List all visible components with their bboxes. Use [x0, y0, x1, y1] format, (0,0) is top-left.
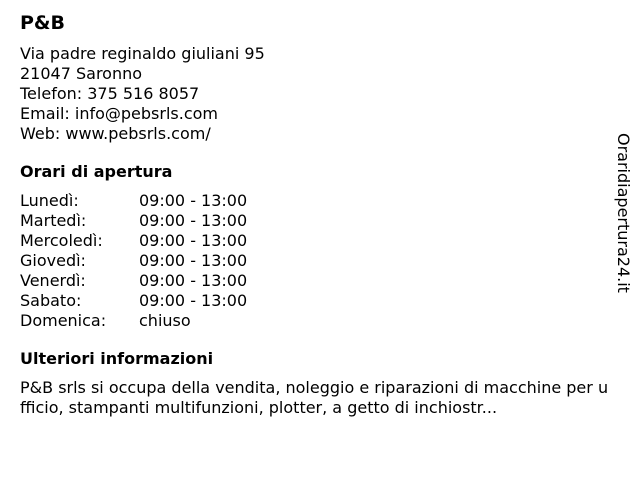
phone-line: Telefon: 375 516 8057	[20, 84, 200, 103]
hours-row-saturday	[20, 291, 610, 311]
hours-time: 09:00 - 13:00	[139, 191, 248, 210]
hours-title: Orari di apertura	[20, 162, 173, 181]
address-line-2: 21047 Saronno	[20, 64, 143, 83]
hours-day: Venerdì:	[20, 271, 86, 290]
hours-day: Sabato:	[20, 291, 82, 310]
hours-time: 09:00 - 13:00	[139, 231, 248, 250]
business-card	[20, 12, 610, 418]
email-line: Email: info@pebsrls.com	[20, 104, 218, 123]
hours-day: Mercoledì:	[20, 231, 103, 250]
address-line-1: Via padre reginaldo giuliani 95	[20, 44, 265, 63]
hours-day: Lunedì:	[20, 191, 79, 210]
hours-row-tuesday	[20, 211, 610, 231]
info-title: Ulteriori informazioni	[20, 349, 214, 368]
watermark-text: Oraridiapertura24.it	[614, 133, 633, 293]
hours-row-thursday	[20, 251, 610, 271]
web-line: Web: www.pebsrls.com/	[20, 124, 211, 143]
hours-time: 09:00 - 13:00	[139, 271, 248, 290]
hours-row-sunday	[20, 311, 610, 331]
hours-row-friday	[20, 271, 610, 291]
info-description: P&B srls si occupa della vendita, noleggio e riparazioni di macchine per ufficio, stampanti multifunzioni, plotter, a getto di inchiostr...	[20, 378, 609, 417]
watermark-label	[612, 133, 634, 313]
hours-day: Domenica:	[20, 311, 107, 330]
hours-time: 09:00 - 13:00	[139, 251, 248, 270]
hours-row-wednesday	[20, 231, 610, 251]
hours-day: Martedì:	[20, 211, 87, 230]
hours-time: chiuso	[139, 311, 191, 330]
hours-row-monday	[20, 191, 610, 211]
business-name: P&B	[20, 12, 65, 34]
hours-time: 09:00 - 13:00	[139, 291, 248, 310]
hours-time: 09:00 - 13:00	[139, 211, 248, 230]
hours-day: Giovedì:	[20, 251, 86, 270]
